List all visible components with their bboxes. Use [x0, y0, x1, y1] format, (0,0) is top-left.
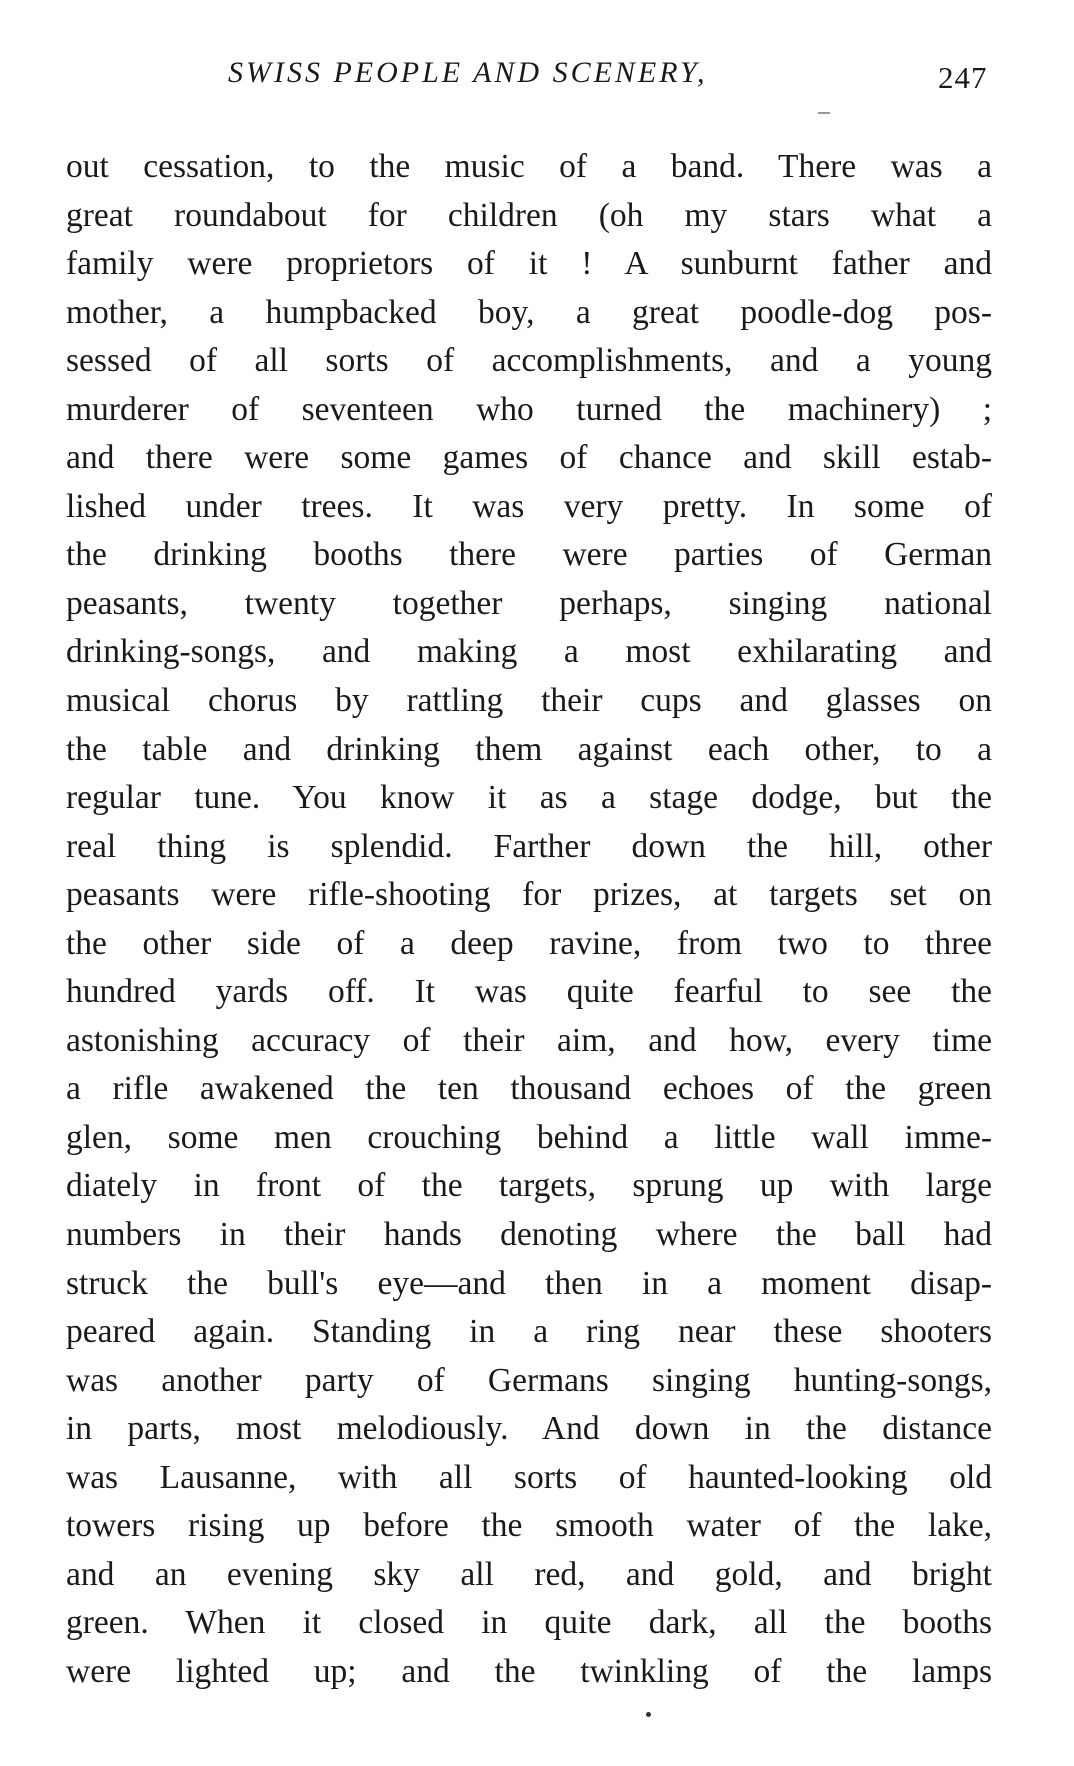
text-line: and an evening sky all red, and gold, and bright — [66, 1555, 992, 1593]
text-line: was Lausanne, with all sorts of haunted-looking old — [66, 1458, 992, 1496]
text-line: a rifle awakened the ten thousand echoes of the green — [66, 1070, 992, 1108]
text-line: peasants, twenty together perhaps, singing national — [66, 584, 992, 622]
running-title: SWISS PEOPLE AND SCENERY, — [228, 56, 708, 89]
text-line: sessed of all sorts of accomplishments, and a young — [66, 342, 992, 380]
text-line: real thing is splendid. Farther down the hill, other — [66, 827, 992, 865]
text-line: drinking-songs, and making a most exhilarating and — [66, 633, 992, 671]
text-line: the drinking booths there were parties of German — [66, 536, 992, 574]
text-line: peared again. Standing in a ring near these shooters — [66, 1313, 992, 1351]
page-header — [0, 56, 1074, 106]
ink-speck — [646, 1712, 651, 1717]
text-line: struck the bull's eye—and then in a moment disap- — [66, 1264, 992, 1302]
text-line: mother, a humpbacked boy, a great poodle-dog pos- — [66, 293, 992, 331]
text-line: regular tune. You know it as a stage dodge, but the — [66, 779, 992, 817]
text-line: diately in front of the targets, sprung up with large — [66, 1167, 992, 1205]
text-line: astonishing accuracy of their aim, and how, every time — [66, 1021, 992, 1059]
text-line: family were proprietors of it ! A sunburnt father and — [66, 245, 992, 283]
text-line: out cessation, to the music of a band. There was a — [66, 148, 992, 185]
text-line: green. When it closed in quite dark, all the booths — [66, 1604, 992, 1642]
text-line: lished under trees. It was very pretty. In some of — [66, 487, 992, 525]
text-line: were lighted up; and the twinkling of the lamps — [66, 1652, 992, 1690]
text-line: numbers in their hands denoting where the ball had — [66, 1216, 992, 1254]
text-line: musical chorus by rattling their cups and glasses on — [66, 682, 992, 720]
text-line: towers rising up before the smooth water of the lake, — [66, 1507, 992, 1545]
text-line: peasants were rifle-shooting for prizes, at targets set on — [66, 876, 992, 914]
text-line: hundred yards off. It was quite fearful to see the — [66, 973, 992, 1011]
text-line: was another party of Germans singing hunting-songs, — [66, 1361, 992, 1399]
text-line: murderer of seventeen who turned the machinery) ; — [66, 390, 992, 428]
text-line: in parts, most melodiously. And down in the distance — [66, 1410, 992, 1448]
text-line: great roundabout for children (oh my stars what a — [66, 196, 992, 234]
body-text — [66, 143, 992, 1697]
text-line: and there were some games of chance and skill estab- — [66, 439, 992, 477]
header-rule-mark — [818, 112, 830, 114]
text-line: glen, some men crouching behind a little wall imme- — [66, 1118, 992, 1156]
page-number: 247 — [938, 60, 988, 95]
text-line: the other side of a deep ravine, from two to three — [66, 924, 992, 962]
text-line: the table and drinking them against each other, to a — [66, 730, 992, 768]
